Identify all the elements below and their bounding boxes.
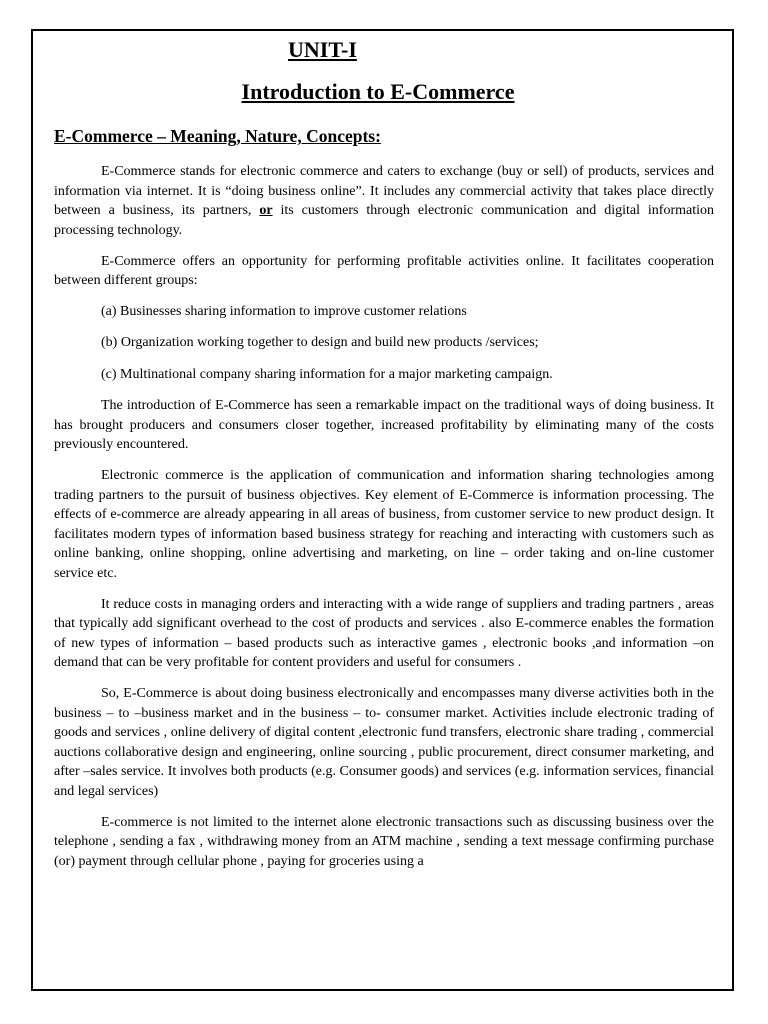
paragraph-beyond-internet: E-commerce is not limited to the internet alone electronic transactions such as discussing business over the telephone , sending a fax , withdrawing money from an ATM machine , sending a text message confirming purchase (or) payment through cellular phone , paying for groceries using a: [54, 814, 714, 869]
document-body: [54, 162, 714, 883]
paragraph-opportunity: E-Commerce offers an opportunity for performing profitable activities online. It facilitates cooperation between different groups:: [54, 253, 714, 288]
paragraph-definition-start: E-Commerce stands for electronic commerce and caters to exchange (buy or sell) of products, services and information via internet. It is “doing business online”. It includes any commercial activity that takes place directly between a business, its partners,: [54, 164, 714, 218]
list-item-b: (b) Organization working together to design and build new products /services;: [101, 335, 539, 350]
paragraph-definition: [54, 162, 714, 240]
section-heading: E-Commerce – Meaning, Nature, Concepts:: [54, 126, 381, 146]
paragraph-activities: So, E-Commerce is about doing business electronically and encompasses many diverse activities both in the business – to –business market and in the business – to- consumer market. Activities include electronic trading of goods and services , online delivery of digital content ,electronic fund transfers, electronic share trading , commercial auctions collaborative design and engineering, online sourcing , public procurement, direct consumer marketing, and after –sales service. It involves both products (e.g. Consumer goods) and services (e.g. information services, financial and legal services): [54, 686, 714, 799]
paragraph-impact: The introduction of E-Commerce has seen a remarkable impact on the traditional ways of doing business. It has brought producers and consumers closer together, increased profitability by eliminating many of the costs previously encountered.: [54, 398, 714, 452]
document-page: [31, 29, 734, 991]
emphasized-or: or: [259, 203, 273, 218]
list-item-a: (a) Businesses sharing information to improve customer relations: [101, 303, 467, 319]
paragraph-definition-end: its customers through electronic communication and digital information processing technology.: [54, 203, 715, 238]
list-item-c: (c) Multinational company sharing information for a major marketing campaign.: [101, 366, 553, 382]
unit-label: UNIT-I: [288, 37, 357, 62]
paragraph-application: Electronic commerce is the application of communication and information sharing technologies among trading partners to the pursuit of business objectives. Key element of E-Commerce is information processing. The effects of e-commerce are already appearing in all areas of business, from customer service to new product design. It facilitates modern types of information based business strategy for reaching and interacting with customers such as online banking, online shopping, online advertising and marketing, on line – order taking and on-line customer service etc.: [54, 468, 714, 581]
document-title: Introduction to E-Commerce: [241, 79, 515, 104]
paragraph-costs: It reduce costs in managing orders and interacting with a wide range of suppliers and trading partners , areas that typically add significant overhead to the cost of products and services . also E-commerce enables the formation of new types of information – based products such as interactive games , electronic books ,and information –on demand that can be very profitable for content providers and useful for consumers .: [54, 596, 714, 670]
